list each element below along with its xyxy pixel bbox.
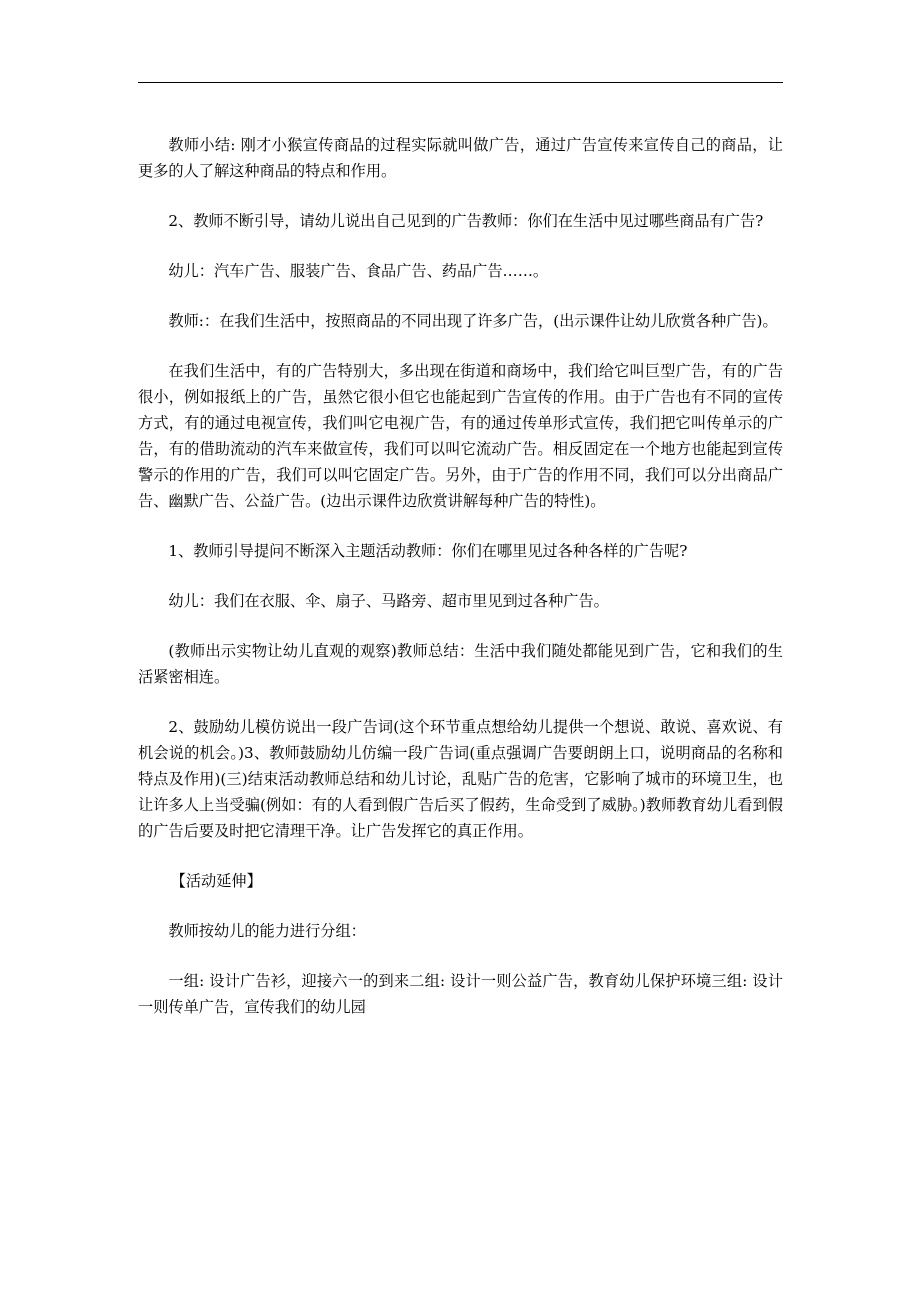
paragraph-ad-types: 在我们生活中，有的广告特别大，多出现在街道和商场中，我们给它叫巨型广告，有的广告很小，例如报纸上的广告，虽然它很小但它也能起到广告宣传的作用。由于广告也有不同的宣传方式，有的通过电视宣传，我们叫它电视广告，有的通过传单形式宣传，我们把它叫传单示的广告，有的借助流动的汽车来做宣传，我们可以叫它流动广告。相反固定在一个地方也能起到宣传警示的作用的广告，我们可以叫它固定广告。另外，由于广告的作用不同，我们可以分出商品广告、幽默广告、公益广告。(边出示课件边欣赏讲解每种广告的特性)。 bbox=[138, 362, 783, 510]
document-body bbox=[138, 132, 783, 1044]
paragraph-teacher-summary: 教师小结: 刚才小猴宣传商品的过程实际就叫做广告，通过广告宣传来宣传自己的商品，让更多的人了解这种商品的特点和作用。 bbox=[138, 136, 783, 180]
paragraph-guide-question: 2、教师不断引导，请幼儿说出自己见到的广告教师：你们在生活中见过哪些商品有广告? bbox=[168, 212, 764, 230]
paragraph-group-tasks: 一组: 设计广告衫，迎接六一的到来二组: 设计一则公益广告，教育幼儿保护环境三组: 设计一则传单广告，宣传我们的幼儿园 bbox=[138, 972, 783, 1016]
paragraph-child-answer-ads: 幼儿：汽车广告、服装广告、食品广告、药品广告……。 bbox=[168, 262, 549, 280]
paragraph-grouping: 教师按幼儿的能力进行分组： bbox=[168, 922, 366, 940]
header-rule bbox=[138, 82, 783, 83]
paragraph-child-answer-places: 幼儿：我们在衣服、伞、扇子、马路旁、超市里见到过各种广告。 bbox=[168, 592, 609, 610]
paragraph-teacher-conclusion: (教师出示实物让幼儿直观的观察)教师总结：生活中我们随处都能见到广告，它和我们的生活紧密相连。 bbox=[138, 642, 783, 686]
paragraph-teacher-courseware: 教师:：在我们生活中，按照商品的不同出现了许多广告，(出示课件让幼儿欣赏各种广告)。 bbox=[168, 312, 778, 330]
section-heading-extension: 【活动延伸】 bbox=[170, 872, 262, 890]
paragraph-where-seen: 1、教师引导提问不断深入主题活动教师：你们在哪里见过各种各样的广告呢? bbox=[168, 542, 688, 560]
paragraph-imitate-slogan: 2、鼓励幼儿模仿说出一段广告词(这个环节重点想给幼儿提供一个想说、敢说、喜欢说、有机会说的机会。)3、教师鼓励幼儿仿编一段广告词(重点强调广告要朗朗上口，说明商品的名称和特点及作用)(三)结束活动教师总结和幼儿讨论，乱贴广告的危害，它影响了城市的环境卫生，也让许多人上当受骗(例如：有的人看到假广告后买了假药，生命受到了威胁。)教师教育幼儿看到假的广告后要及时把它清理干净。让广告发挥它的真正作用。 bbox=[138, 718, 783, 840]
